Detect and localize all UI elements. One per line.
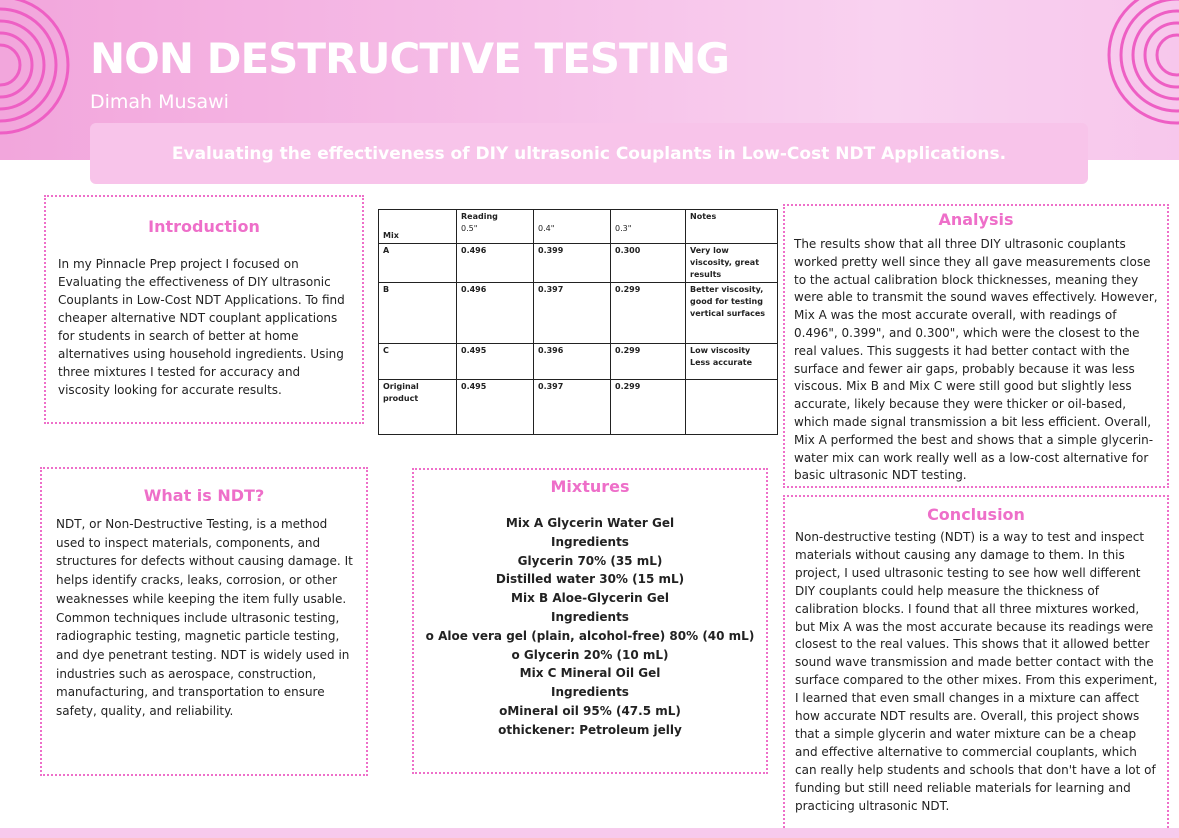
- table-cell-r1: 0.496: [457, 244, 534, 283]
- list-item: Ingredients: [551, 534, 629, 549]
- table-cell-mix: Original product: [379, 380, 457, 435]
- concentric-rings-left-decoration: [0, 0, 75, 135]
- table-cell-notes: Very low viscosity, great results: [686, 244, 778, 283]
- analysis-body: The results show that all three DIY ultrasonic couplants worked pretty well since they all gave measurements close to the actual calibration block thicknesses, meaning they were able to transmit the sound waves effectively. However, Mix A was the most accurate overall, with readings of 0.496", 0.399", and 0.300", which were the closest to the real values. This suggests it had better contact with the surface and fewer air gaps, probably because it was less viscous. Mix B and Mix C were still good but slightly less accurate, likely because they were thicker or oil-based, which made signal transmission a bit less efficient. Overall, Mix A performed the best and shows that a simple glycerin-water mix can work really well as a low-cost alternative for basic ultrasonic NDT testing.: [794, 237, 1158, 483]
- list-item: o Glycerin 20% (10 mL): [511, 647, 669, 662]
- mixtures-heading: Mixtures: [550, 477, 630, 496]
- list-item: Mix C Mineral Oil Gel: [519, 666, 661, 681]
- what-is-ndt-heading: What is NDT?: [143, 486, 265, 505]
- table-cell-r3: 0.300: [611, 244, 686, 283]
- list-item: Distilled water 30% (15 mL): [495, 572, 685, 587]
- table-row: [379, 344, 778, 380]
- introduction-body: In my Pinnacle Prep project I focused on Evaluating the effectiveness of DIY ultrasonic Couplants in Low-Cost NDT Applications. To find cheaper alternative NDT couplant applications for students in search of better at home alternatives using household ingredients. Using three mixtures I tested for accuracy and viscosity looking for accurate results.: [58, 257, 345, 397]
- what-is-ndt-section: [40, 467, 368, 776]
- table-cell-notes: Better viscosity, good for testing vertical surfaces: [686, 283, 778, 344]
- mixtures-section: [412, 468, 768, 774]
- conclusion-section: [783, 495, 1169, 831]
- subtitle-banner: [90, 123, 1088, 184]
- poster-subtitle: Evaluating the effectiveness of DIY ultrasonic Couplants in Low-Cost NDT Applications.: [171, 143, 1007, 164]
- introduction-section: [44, 195, 364, 424]
- table-header-mix: Mix: [379, 210, 457, 244]
- table-cell-mix: A: [379, 244, 457, 283]
- table-header-notes: Notes: [686, 210, 778, 244]
- table-header-r1: 0.5": [461, 224, 478, 233]
- analysis-section: [783, 204, 1169, 488]
- poster-title: NON DESTRUCTIVE TESTING: [90, 34, 729, 83]
- table-header-reading-0-4: 0.4": [534, 210, 611, 244]
- table-cell-r2: 0.399: [534, 244, 611, 283]
- table-cell-r3: 0.299: [611, 283, 686, 344]
- table-header-reading-0-3: 0.3": [611, 210, 686, 244]
- list-item: Ingredients: [551, 609, 629, 624]
- table-row: [379, 283, 778, 344]
- table-cell-r2: 0.397: [534, 283, 611, 344]
- table-cell-mix: B: [379, 283, 457, 344]
- list-item: Glycerin 70% (35 mL): [517, 553, 663, 568]
- introduction-heading: Introduction: [148, 217, 260, 236]
- author-name: Dimah Musawi: [90, 91, 229, 113]
- table-cell-notes: [686, 380, 778, 435]
- table-cell-notes: Low viscosity Less accurate: [686, 344, 778, 380]
- table-cell-r1: 0.496: [457, 283, 534, 344]
- table-header-reading: Reading: [461, 212, 498, 221]
- bottom-decorative-strip: [0, 828, 1179, 838]
- table-cell-r3: 0.299: [611, 380, 686, 435]
- table-cell-r2: 0.396: [534, 344, 611, 380]
- results-table: [378, 209, 778, 435]
- list-item: oMineral oil 95% (47.5 mL): [499, 703, 681, 718]
- table-cell-mix: C: [379, 344, 457, 380]
- mixtures-list: [414, 514, 766, 740]
- table-header-row: [379, 210, 778, 244]
- table-row: [379, 244, 778, 283]
- conclusion-heading: Conclusion: [927, 505, 1025, 524]
- conclusion-body: Non-destructive testing (NDT) is a way to test and inspect materials without causing any damage to them. In this project, I used ultrasonic testing to see how well different DIY couplants could help measure the thickness of calibration blocks. I found that all three mixtures worked, but Mix A was the most accurate because its readings were closest to the real values. This shows that it allowed better sound wave transmission and made better contact with the surface compared to the other mixes. From this experiment, I learned that even small changes in a mixture can affect how accurate NDT results are. Overall, this project shows that a simple glycerin and water mixture can be a cheap and effective alternative to commercial couplants, which can really help students and schools that don't have a lot of funding but still need reliable materials for learning and practicing ultrasonic NDT.: [795, 530, 1158, 813]
- analysis-heading: Analysis: [938, 210, 1014, 229]
- concentric-rings-right-decoration: [1099, 0, 1179, 145]
- list-item: Mix B Aloe-Glycerin Gel: [511, 591, 669, 606]
- what-is-ndt-body: NDT, or Non-Destructive Testing, is a method used to inspect materials, components, and structures for defects without causing damage. It helps identify cracks, leaks, corrosion, or other weaknesses while keeping the item fully usable. Common techniques include ultrasonic testing, radiographic testing, magnetic particle testing, and dye penetrant testing. NDT is widely used in industries such as aerospace, construction, manufacturing, and transportation to ensure safety, quality, and reliability.: [56, 517, 353, 719]
- table-row: [379, 380, 778, 435]
- table-cell-r1: 0.495: [457, 344, 534, 380]
- table-cell-r3: 0.299: [611, 344, 686, 380]
- list-item: o Aloe vera gel (plain, alcohol-free) 80% (40 mL): [425, 628, 755, 643]
- list-item: othickener: Petroleum jelly: [498, 722, 682, 737]
- table-header-reading-0-5: [457, 210, 534, 244]
- table-cell-r2: 0.397: [534, 380, 611, 435]
- list-item: Mix A Glycerin Water Gel: [505, 516, 675, 530]
- table-cell-r1: 0.495: [457, 380, 534, 435]
- list-item: Ingredients: [551, 685, 629, 700]
